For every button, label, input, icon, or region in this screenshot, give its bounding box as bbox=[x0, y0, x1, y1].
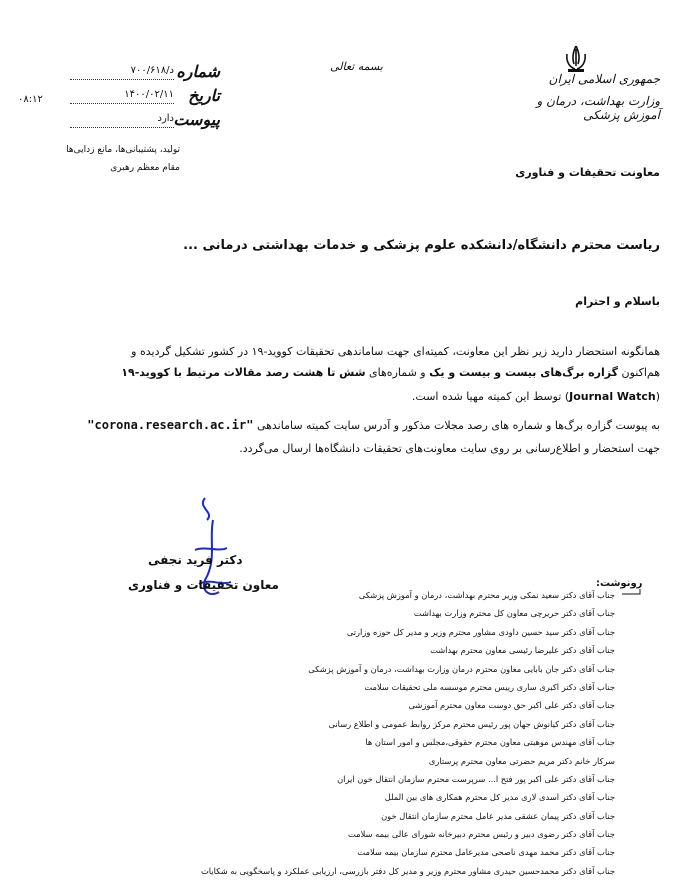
watch-issues-bold: شش تا هشت رصد مقالات مرتبط با کووید-۱۹ bbox=[121, 366, 366, 379]
paragraph-2-line-1 bbox=[87, 418, 660, 432]
addressee: ریاست محترم دانشگاه/دانشکده علوم پزشکی و خدمات بهداشتی درمانی ... bbox=[183, 238, 660, 253]
journal-watch-name: Journal Watch bbox=[569, 390, 656, 403]
cc-recipient: جناب آقای دکتر سعید نمکی وزیر محترم بهداشت، درمان و آموزش پزشکی bbox=[358, 590, 615, 600]
cc-recipient: جناب آقای دکتر علیرضا رئیسی معاون محترم بهداشت bbox=[430, 645, 615, 656]
cc-recipient-list bbox=[145, 590, 615, 884]
letter-date-value: ۱۴۰۰/۰۲/۱۱ bbox=[124, 89, 174, 100]
cc-recipient: جناب آقای دکتر علی اکبر حق دوست معاون محترم آموزشی bbox=[408, 700, 615, 711]
year-slogan: تولید، پشتیبانی‌ها، مانع زدایی‌ها bbox=[66, 145, 180, 155]
cc-recipient: سرکار خانم دکتر مریم حضرتی معاون محترم پرستاری bbox=[428, 755, 615, 766]
committee-website-url: "corona.research.ac.ir" bbox=[87, 418, 254, 432]
letter-date-label: تاریخ bbox=[188, 86, 220, 105]
cc-recipient: جناب آقای دکتر اسدی لاری مدیر کل محترم همکاری های بین الملل bbox=[384, 792, 615, 803]
text-run: هم‌اکنون bbox=[621, 366, 660, 379]
dotted-line bbox=[70, 79, 174, 80]
cc-recipient: جناب آقای دکتر کیانوش جهان پور رئیس محترم مرکز روابط عمومی و اطلاع رسانی bbox=[328, 718, 615, 729]
dotted-line bbox=[70, 127, 174, 128]
paragraph-2-line-2: جهت استحضار و اطلاع‌رسانی بر روی سایت معاونت‌های تحقیقات دانشگاه‌ها ارسال می‌گردد. bbox=[239, 442, 660, 455]
paragraph-1-line-1: همانگونه استحضار دارید زیر نظر این معاونت، کمیته‌ای جهت ساماندهی تحقیقات کووید-۱۹ در کشور تشکیل گردیده و bbox=[131, 345, 660, 358]
cc-recipient: جناب آقای مهندس موهبتی معاون محترم حقوقی،مجلس و امور استان ها bbox=[365, 737, 615, 748]
signatory-name: دکتر فرید نجفی bbox=[148, 553, 243, 567]
cc-heading: رونوشت: bbox=[596, 578, 643, 589]
cc-recipient: جناب آقای دکتر سید حسین داودی مشاور محترم وزیر و مدیر کل حوزه وزارتی bbox=[346, 626, 615, 637]
iran-emblem-icon bbox=[563, 44, 589, 74]
text-run: و شماره‌های bbox=[369, 366, 426, 379]
government-name: جمهوری اسلامی ایران bbox=[548, 72, 660, 86]
paragraph-1-line-2 bbox=[121, 366, 660, 379]
cc-recipient: جناب آقای دکتر حریرچی معاون کل محترم وزارت بهداشت bbox=[413, 608, 615, 619]
cc-bracket-icon bbox=[620, 588, 642, 598]
cc-recipient: جناب آقای دکتر رضوی دبیر و رئیس محترم دبیرخانه شورای عالی بیمه سلامت bbox=[348, 829, 615, 840]
cc-recipient: جناب آقای دکتر پیمان عشقی مدیر عامل محترم سازمان انتقال خون bbox=[381, 810, 615, 821]
greeting: باسلام و احترام bbox=[575, 295, 660, 308]
bismillah: بسمه تعالی bbox=[330, 60, 383, 73]
slogan-source: مقام معظم رهبری bbox=[110, 163, 180, 173]
cc-recipient: جناب آقای دکتر علی اکبر پور فتح ا... سرپرست محترم سازمان انتقال خون ایران bbox=[337, 773, 615, 784]
signatory-title: معاون تحقیقات و فناوری bbox=[128, 578, 279, 592]
cc-recipient: جناب آقای دکتر محمد مهدی ناصحی مدیرعامل محترم سازمان بیمه سلامت bbox=[357, 847, 615, 858]
letter-attachment-label: پیوست bbox=[173, 110, 220, 129]
paragraph-1-line-3 bbox=[412, 390, 660, 403]
letter-number-value: ۷۰۰/۶۱۸/د bbox=[130, 65, 174, 76]
time-stamp: ۰۸:۱۲ bbox=[18, 94, 43, 105]
letter-date-row bbox=[70, 86, 220, 106]
text-run: ( bbox=[655, 390, 660, 403]
text-run: ) توسط این کمیته مهیا شده است. bbox=[411, 390, 570, 403]
cc-recipient: جناب آقای دکتر جان بابایی معاون محترم درمان وزارت بهداشت، درمان و آموزش پزشکی bbox=[308, 663, 615, 674]
ministry-name: وزارت بهداشت، درمان و آموزش پزشکی bbox=[536, 94, 660, 122]
dotted-line bbox=[70, 103, 174, 104]
text-run: به پیوست گزاره برگ‌ها و شماره های رصد مجلات مذکور و آدرس سایت کمیته ساماندهی bbox=[256, 419, 660, 432]
letter-number-label: شماره bbox=[176, 62, 220, 81]
deputy-office: معاونت تحقیقات و فناوری bbox=[515, 166, 660, 179]
letter-number-row bbox=[70, 62, 220, 82]
letter-attachment-value: دارد bbox=[157, 113, 174, 124]
letter-attachment-row bbox=[70, 110, 220, 130]
report-sheets-bold: گزاره برگ‌های بیست و بیست و یک bbox=[429, 366, 618, 379]
cc-recipient: جناب آقای دکتر محمدحسین حیدری مشاور محترم وزیر و مدیر کل دفتر بازرسی، ارزیابی عملکرد و پاسخگویی به شکایات bbox=[200, 865, 615, 876]
cc-recipient: جناب آقای دکتر اکبری ساری رییس محترم موسسه ملی تحقیقات سلامت bbox=[364, 681, 615, 692]
